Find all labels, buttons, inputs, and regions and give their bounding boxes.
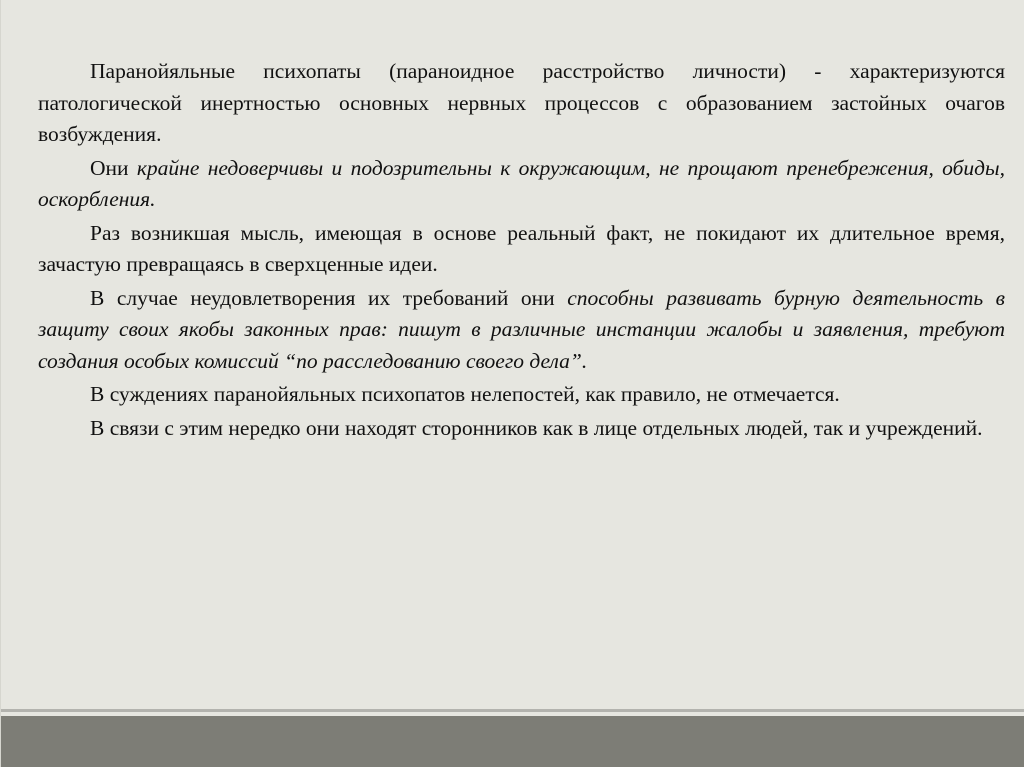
paragraph-definition xyxy=(38,56,1005,151)
paragraph-fixed-ideas xyxy=(38,218,1005,281)
paragraph-lead: Они xyxy=(90,155,137,180)
paragraph-italic: крайне недоверчивы и подозрительны к окружающим, не прощают пренебрежения, обиды, оскорбления. xyxy=(38,155,1005,211)
paragraph-lead: В случае неудовлетворения их требований они xyxy=(90,285,568,310)
paragraph-judgements xyxy=(38,379,1005,411)
paragraph-text: В связи с этим нередко они находят сторонников как в лице отдельных людей, так и учреждений. xyxy=(90,415,983,440)
paragraph-text: Паранойяльные психопаты (параноидное расстройство личности) - характеризуются патологической инертностью основных нервных процессов с образованием застойных очагов возбуждения. xyxy=(38,59,1005,146)
slide-text-body xyxy=(38,56,1005,446)
footer-divider-line xyxy=(1,709,1024,712)
paragraph-text: В суждениях паранойяльных психопатов нелепостей, как правило, не отмечается. xyxy=(90,382,840,406)
paragraph-text: Раз возникшая мысль, имеющая в основе реальный факт, не покидают их длительное время, зачастую превращаясь в сверхценные идеи. xyxy=(38,220,1005,276)
paragraph-italic: способны развивать бурную деятельность в защиту своих якобы законных прав: пишут в различные инстанции жалобы и заявления, требуют создания особых комиссий “по расследованию своего дела”. xyxy=(38,285,1006,373)
paragraph-complaints xyxy=(38,283,1005,378)
paragraph-supporters xyxy=(38,413,1005,445)
footer-band xyxy=(1,716,1024,767)
paragraph-distrust xyxy=(38,153,1005,216)
